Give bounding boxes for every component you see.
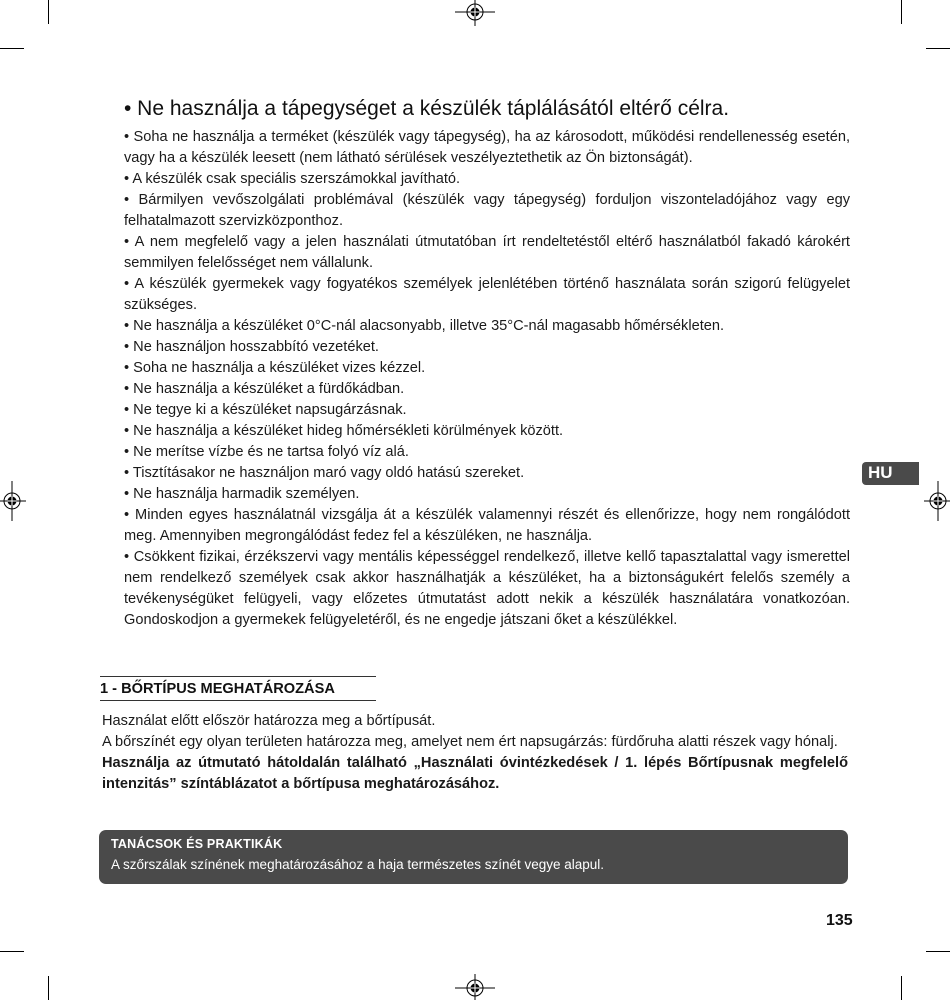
trim-mark xyxy=(926,951,950,952)
list-item: • Tisztításakor ne használjon maró vagy oldó hatású szereket. xyxy=(124,465,525,481)
list-item: • Ne használja harmadik személyen. xyxy=(124,486,360,502)
trim-mark xyxy=(48,0,49,24)
language-tab xyxy=(862,462,919,485)
registration-mark-icon xyxy=(0,481,26,521)
trim-mark xyxy=(901,0,902,24)
registration-mark-icon xyxy=(924,481,950,521)
list-item: • Ne tegye ki a készüléket napsugárzásnak. xyxy=(124,402,407,418)
list-item: • A készülék gyermekek vagy fogyatékos személyek jelenlétében történő használata során szigorú felügyelet szükséges. xyxy=(124,276,850,313)
section-paragraph: A bőrszínét egy olyan területen határozza meg, amelyet nem ért napsugárzás: fürdőruha alatti részek vagy hónalj. xyxy=(102,734,838,750)
tips-box xyxy=(99,830,848,884)
list-item: • Ne használja a készüléket a fürdőkádban. xyxy=(124,381,405,397)
language-tab-label: HU xyxy=(868,463,893,482)
trim-mark xyxy=(0,48,24,49)
list-item: • Soha ne használja a készüléket vizes kézzel. xyxy=(124,360,426,376)
tips-text: A szőrszálak színének meghatározásához a haja természetes színét vegye alapul. xyxy=(111,857,605,872)
bullet-list xyxy=(124,127,850,631)
trim-mark xyxy=(48,976,49,1000)
list-item: • Ne használja a készüléket 0°C-nál alacsonyabb, illetve 35°C-nál magasabb hőmérsékleten. xyxy=(124,318,725,334)
registration-mark-icon xyxy=(455,0,495,26)
section-heading xyxy=(100,676,376,701)
list-item: • Ne merítse vízbe és ne tartsa folyó víz alá. xyxy=(124,444,409,460)
list-item: • Ne használja a készüléket hideg hőmérsékleti körülmények között. xyxy=(124,423,564,439)
tips-title: TANÁCSOK ÉS PRAKTIKÁK xyxy=(111,837,283,851)
page-number: 135 xyxy=(826,912,853,929)
trim-mark xyxy=(926,48,950,49)
registration-mark-icon xyxy=(455,974,495,1000)
list-item: • Bármilyen vevőszolgálati problémával (készülék vagy tápegység) forduljon viszonteladójához vagy egy felhatalmazott szervizközponthoz. xyxy=(124,192,850,229)
list-item: • A nem megfelelő vagy a jelen használati útmutatóban írt rendeltetéstől eltérő használatból fakadó károkért semmilyen felelősséget nem vállalunk. xyxy=(124,234,850,271)
list-item: • Soha ne használja a terméket (készülék vagy tápegység), ha az károsodott, működési rendellenesség esetén, vagy ha a készülék leesett (nem látható sérülések veszélyeztethetik az Ön biztonságát). xyxy=(124,129,850,166)
list-item: • Minden egyes használatnál vizsgálja át a készülék valamennyi részét és ellenőrizze, hogy nem rongálódott meg. Amennyiben megrongálódást fedez fel a készüléken, ne használja. xyxy=(124,507,850,544)
section-paragraph: Használat előtt először határozza meg a bőrtípusát. xyxy=(102,713,436,729)
section-body xyxy=(102,711,848,795)
trim-mark xyxy=(901,976,902,1000)
list-item: • Ne használjon hosszabbító vezetéket. xyxy=(124,339,379,355)
section-paragraph-bold: Használja az útmutató hátoldalán található „Használati óvintézkedések / 1. lépés Bőrtípusnak megfelelő intenzitás” színtáblázatot a bőrtípusa meghatározásához. xyxy=(102,755,848,792)
safety-instructions xyxy=(124,95,850,631)
list-item: • A készülék csak speciális szerszámokkal javítható. xyxy=(124,171,461,187)
list-item: • Csökkent fizikai, érzékszervi vagy mentális képességgel rendelkező, illetve kellő tapasztalattal vagy ismerettel nem rendelkező személyek csak akkor használhatják a készüléket, ha a biztonságukért felelős személy a tevékenységüket felügyeli, vagy előzetes útmutatást adott nekik a készülék használatára vonatkozóan. Gondoskodjon a gyermekek felügyeletéről, és ne engedje játszani őket a készülékkel. xyxy=(124,549,850,628)
section-heading-text: 1 - BŐRTÍPUS MEGHATÁROZÁSA xyxy=(100,681,335,697)
trim-mark xyxy=(0,951,24,952)
main-heading: • Ne használja a tápegységet a készülék táplálásától eltérő célra. xyxy=(124,97,730,120)
